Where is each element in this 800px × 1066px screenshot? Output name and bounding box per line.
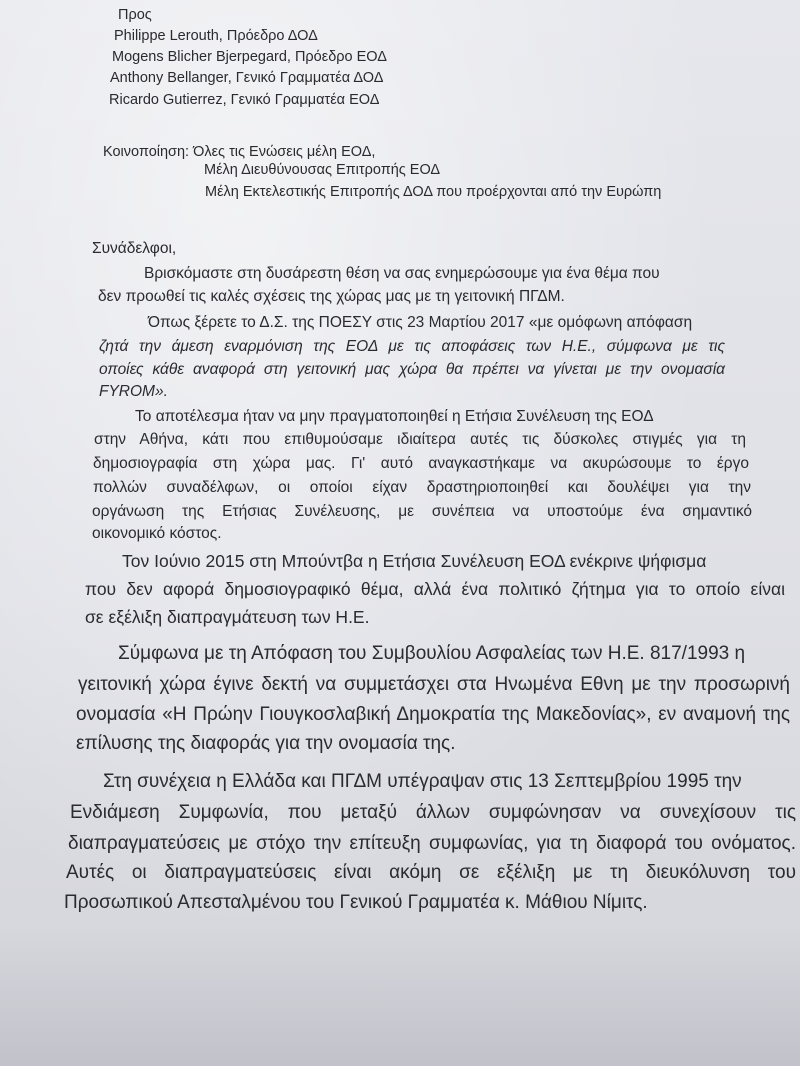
body-line-8: στην Αθήνα, κάτι που επιθυμούσαμε ιδιαίτερα αυτές τις δύσκολες στιγμές για τη	[94, 431, 746, 448]
body-line-20: Στη συνέχεια η Ελλάδα και ΠΓΔΜ υπέγραψαν στις 13 Σεπτεμβρίου 1995 την	[103, 771, 742, 792]
recipient-3: Anthony Bellanger, Γενικό Γραμματέα ΔΟΔ	[110, 70, 384, 86]
body-line-19: επίλυσης της διαφοράς για την ονομασία της.	[76, 733, 456, 754]
body-line-12: οικονομικό κόστος.	[92, 525, 222, 542]
recipient-2: Mogens Blicher Bjerpegard, Πρόεδρο ΕΟΔ	[112, 49, 387, 65]
body-line-13: Τον Ιούνιο 2015 στη Μπούντβα η Ετήσια Συνέλευση ΕΟΔ ενέκρινε ψήφισμα	[122, 551, 707, 571]
body-line-10: πολλών συναδέλφων, οι οποίοι είχαν δραστηριοποιηθεί και δουλέψει για την	[93, 479, 751, 496]
body-line-18: ονομασία «Η Πρώην Γιουγκοσλαβική Δημοκρατία της Μακεδονίας», εν αναμονή της	[76, 704, 790, 725]
body-line-3: Όπως ξέρετε το Δ.Σ. της ΠΟΕΣΥ στις 23 Μαρτίου 2017 «με ομόφωνη απόφαση	[148, 314, 693, 331]
body-line-2: δεν προωθεί τις καλές σχέσεις της χώρας μας με τη γειτονική ΠΓΔΜ.	[98, 288, 565, 305]
body-line-9: δημοσιογραφία στη χώρα μας. Γι' αυτό αναγκαστήκαμε να ακυρώσουμε το έργο	[93, 455, 749, 472]
recipient-1: Philippe Lerouth, Πρόεδρο ΔΟΔ	[114, 28, 318, 44]
body-line-5: οποίες κάθε αναφορά στη γειτονική μας χώρα θα πρέπει να γίνεται με την ονομασία	[99, 361, 725, 378]
body-line-23: Αυτές οι διαπραγματεύσεις είναι ακόμη σε εξέλιξη με τη διευκόλυνση του	[66, 862, 796, 883]
recipient-4: Ricardo Gutierrez, Γενικό Γραμματέα ΕΟΔ	[109, 92, 380, 108]
page-shadow	[0, 926, 800, 1066]
to-label: Προς	[118, 7, 152, 23]
body-line-11: οργάνωση της Ετήσιας Συνέλευσης, με συνέπεια να υποστούμε ένα σημαντικό	[92, 503, 752, 520]
body-line-15: σε εξέλιξη διαπραγμάτευση των Η.Ε.	[85, 607, 370, 627]
body-line-14: που δεν αφορά δημοσιογραφικό θέμα, αλλά ένα πολιτικό ζήτημα για το οποίο είναι	[85, 579, 785, 599]
body-line-4: ζητά την άμεση εναρμόνιση της ΕΟΔ με τις αποφάσεις των Η.Ε., σύμφωνα με τις	[99, 338, 725, 355]
cc-line-2: Μέλη Διευθύνουσας Επιτροπής ΕΟΔ	[204, 162, 441, 178]
cc-line-1: Κοινοποίηση: Όλες τις Ενώσεις μέλη ΕΟΔ,	[103, 144, 376, 160]
body-line-7: Το αποτέλεσμα ήταν να μην πραγματοποιηθεί η Ετήσια Συνέλευση της ΕΟΔ	[135, 408, 654, 425]
body-line-22: διαπραγματεύσεις με στόχο την επίτευξη συμφωνίας, για τη διαφορά του ονόματος.	[68, 833, 796, 854]
cc-line-3: Μέλη Εκτελεστικής Επιτροπής ΔΟΔ που προέρχονται από την Ευρώπη	[205, 184, 662, 200]
body-line-6: FYROM».	[99, 383, 168, 400]
salutation: Συνάδελφοι,	[92, 240, 177, 257]
body-line-16: Σύμφωνα με τη Απόφαση του Συμβουλίου Ασφαλείας των Η.Ε. 817/1993 η	[118, 643, 746, 664]
body-line-24: Προσωπικού Απεσταλμένου του Γενικού Γραμματέα κ. Μάθιου Νίμιτς.	[64, 892, 648, 913]
body-line-17: γειτονική χώρα έγινε δεκτή να συμμετάσχει στα Ηνωμένα Εθνη με την προσωρινή	[78, 674, 790, 695]
body-line-1: Βρισκόμαστε στη δυσάρεστη θέση να σας ενημερώσουμε για ένα θέμα που	[144, 265, 660, 282]
body-line-21: Ενδιάμεση Συμφωνία, που μεταξύ άλλων συμφώνησαν να συνεχίσουν τις	[70, 802, 796, 823]
